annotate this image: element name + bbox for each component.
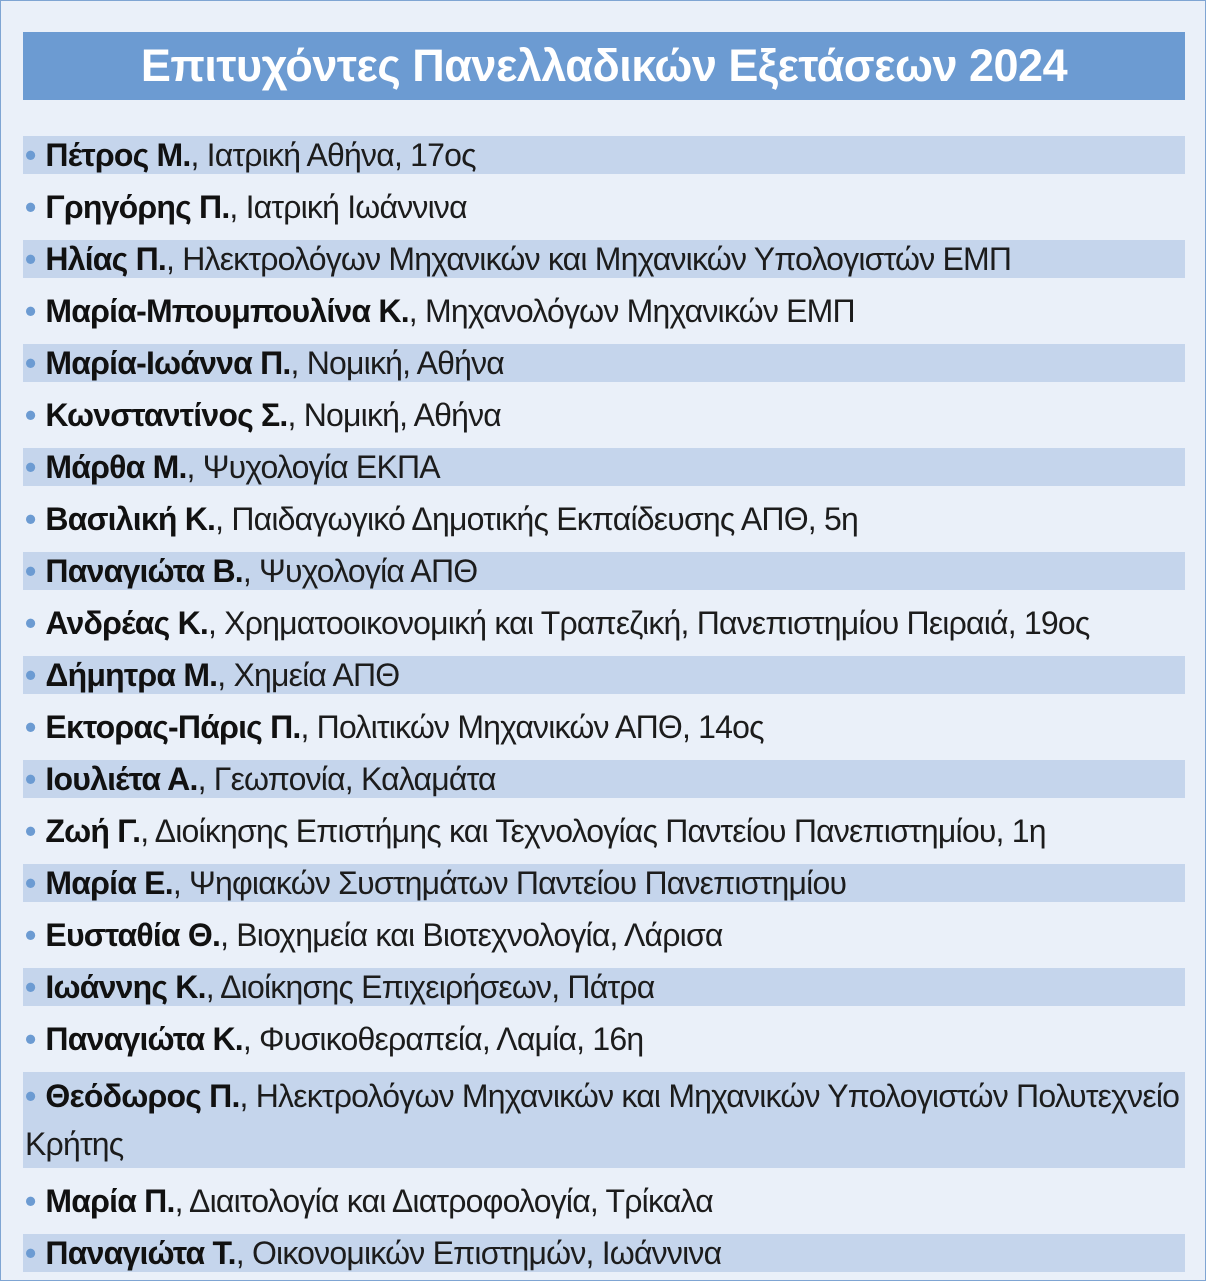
admission-detail: , Νομική, Αθήνα [290, 345, 505, 381]
student-name: Θεόδωρος Π. [45, 1078, 240, 1114]
student-name: Ιουλιέτα Α. [45, 761, 198, 797]
list-item [23, 396, 1185, 434]
admission-detail: , Ιατρική Αθήνα, 17ος [190, 137, 476, 173]
page-title: Επιτυχόντες Πανελλαδικών Εξετάσεων 2024 [140, 40, 1068, 91]
bullet-icon: • [25, 293, 36, 329]
bullet-icon: • [25, 865, 36, 901]
bullet-icon: • [25, 761, 36, 797]
list-item [23, 240, 1185, 278]
admission-detail: , Ψηφιακών Συστημάτων Παντείου Πανεπιστημίου [172, 865, 847, 901]
list-item [23, 448, 1185, 486]
student-name: Παναγιώτα Κ. [45, 1021, 243, 1057]
list-item [23, 708, 1185, 746]
bullet-icon: • [25, 1021, 36, 1057]
admission-detail: , Παιδαγωγικό Δημοτικής Εκπαίδευσης ΑΠΘ, 5η [215, 501, 858, 537]
bullet-icon: • [25, 605, 36, 641]
bullet-icon: • [25, 813, 36, 849]
bullet-icon: • [25, 917, 36, 953]
student-name: Δήμητρα Μ. [45, 657, 218, 693]
list-item [23, 500, 1185, 538]
bullet-icon: • [25, 137, 36, 173]
list-item [23, 136, 1185, 174]
student-name: Ιωάννης Κ. [45, 969, 206, 1005]
bullet-icon: • [25, 449, 36, 485]
admission-detail: , Ψυχολογία ΕΚΠΑ [186, 449, 440, 485]
admission-detail: , Ηλεκτρολόγων Μηχανικών και Μηχανικών Υπολογιστών Πολυτεχνείο Κρήτης [25, 1078, 1180, 1162]
admission-detail: , Διοίκησης Επιστήμης και Τεχνολογίας Παντείου Πανεπιστημίου, 1η [140, 813, 1046, 849]
results-list [23, 136, 1185, 1286]
student-name: Ευσταθία Θ. [45, 917, 221, 953]
admission-detail: , Νομική, Αθήνα [287, 397, 502, 433]
admission-detail: , Ιατρική Ιωάννινα [229, 189, 467, 225]
list-item [23, 1182, 1185, 1220]
list-item [23, 812, 1185, 850]
student-name: Μαρία-Ιωάννα Π. [45, 345, 291, 381]
admission-detail: , Διοίκησης Επιχειρήσεων, Πάτρα [205, 969, 655, 1005]
admission-detail: , Ηλεκτρολόγων Μηχανικών και Μηχανικών Υπολογιστών ΕΜΠ [166, 241, 1012, 277]
list-item [23, 604, 1185, 642]
admission-detail: , Ψυχολογία ΑΠΘ [242, 553, 478, 589]
list-item [23, 1234, 1185, 1272]
admission-detail: , Φυσικοθεραπεία, Λαμία, 16η [242, 1021, 644, 1057]
bullet-icon: • [25, 397, 36, 433]
student-name: Ζωή Γ. [45, 813, 141, 849]
admission-detail: , Μηχανολόγων Μηχανικών ΕΜΠ [408, 293, 855, 329]
bullet-icon: • [25, 1235, 36, 1271]
student-name: Ανδρέας Κ. [45, 605, 208, 641]
bullet-icon: • [25, 241, 36, 277]
list-item [23, 1020, 1185, 1058]
student-name: Μαρία Ε. [45, 865, 173, 901]
admission-detail: , Χημεία ΑΠΘ [217, 657, 400, 693]
admission-detail: , Γεωπονία, Καλαμάτα [197, 761, 496, 797]
list-item [23, 656, 1185, 694]
bullet-icon: • [25, 501, 36, 537]
student-name: Μαρία-Μπουμπουλίνα Κ. [45, 293, 409, 329]
student-name: Παναγιώτα Β. [45, 553, 243, 589]
list-item [23, 916, 1185, 954]
bullet-icon: • [25, 189, 36, 225]
list-item [23, 344, 1185, 382]
admission-detail: , Πολιτικών Μηχανικών ΑΠΘ, 14ος [300, 709, 764, 745]
student-name: Βασιλική Κ. [45, 501, 216, 537]
student-name: Πέτρος Μ. [45, 137, 191, 173]
student-name: Κωνσταντίνος Σ. [45, 397, 288, 433]
list-item [23, 968, 1185, 1006]
admission-detail: , Οικονομικών Επιστημών, Ιωάννινα [235, 1235, 722, 1271]
title-banner [23, 32, 1185, 100]
list-item [23, 760, 1185, 798]
list-item [23, 188, 1185, 226]
bullet-icon: • [25, 1183, 36, 1219]
bullet-icon: • [25, 345, 36, 381]
list-item [23, 552, 1185, 590]
list-item [23, 864, 1185, 902]
student-name: Παναγιώτα Τ. [45, 1235, 236, 1271]
bullet-icon: • [25, 1078, 36, 1114]
bullet-icon: • [25, 553, 36, 589]
admission-detail: , Χρηματοοικονομική και Τραπεζική, Πανεπιστημίου Πειραιά, 19ος [207, 605, 1090, 641]
bullet-icon: • [25, 657, 36, 693]
student-name: Γρηγόρης Π. [45, 189, 230, 225]
admission-detail: , Βιοχημεία και Βιοτεχνολογία, Λάρισα [220, 917, 723, 953]
student-name: Μάρθα Μ. [45, 449, 187, 485]
list-item [23, 1072, 1185, 1168]
student-name: Μαρία Π. [45, 1183, 175, 1219]
list-item [23, 292, 1185, 330]
student-name: Ηλίας Π. [45, 241, 167, 277]
bullet-icon: • [25, 709, 36, 745]
bullet-icon: • [25, 969, 36, 1005]
student-name: Εκτορας-Πάρις Π. [45, 709, 301, 745]
admission-detail: , Διαιτολογία και Διατροφολογία, Τρίκαλα [174, 1183, 713, 1219]
